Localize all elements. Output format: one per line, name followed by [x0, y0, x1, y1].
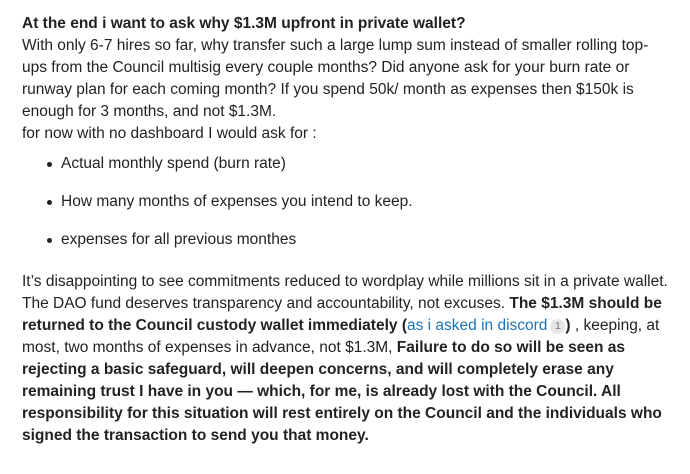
- post-paragraph-intro: [22, 13, 672, 145]
- link-click-count-badge: 1: [550, 319, 565, 334]
- list-item: expenses for all previous monthes: [22, 229, 672, 267]
- conclusion-text-2: , keeping, at most, two months of expenses in advance, not $1.3M,: [22, 317, 660, 356]
- discord-link[interactable]: [407, 317, 565, 334]
- post-paragraph-text: With only 6-7 hires so far, why transfer such a large lump sum instead of smaller rolling top-ups from the Council multisig every couple months? Did anyone ask for your burn rate or runway plan for each coming month? If you spend 50k/ month as expenses then $150k is enough for 3 months, and not $1.3M.: [22, 37, 649, 120]
- post-request-line: for now with no dashboard I would ask for :: [22, 125, 317, 142]
- warning-text: Failure to do so will be seen as rejecting a basic safeguard, will deepen concerns, and will completely erase any remaining trust I have in you — which, for me, is already lost with the Council. All responsibility for this situation will rest entirely on the Council and the individuals who signed the transaction to send you that money.: [22, 339, 662, 444]
- discord-link-text[interactable]: as i asked in discord: [406, 317, 548, 334]
- post-paragraph-conclusion: [22, 271, 672, 447]
- demand-close-paren: ): [565, 317, 571, 334]
- list-item: Actual monthly spend (burn rate): [22, 153, 672, 191]
- list-item: How many months of expenses you intend to keep.: [22, 191, 672, 229]
- request-list: [22, 153, 672, 267]
- demand-text: The $1.3M should be returned to the Council custody wallet immediately (: [22, 295, 662, 334]
- conclusion-text: It’s disappointing to see commitments reduced to wordplay while millions sit in a private wallet. The DAO fund deserves transparency and accountability, not excuses.: [22, 273, 668, 312]
- forum-post-body: [22, 13, 672, 447]
- post-question-heading: At the end i want to ask why $1.3M upfront in private wallet?: [22, 15, 466, 32]
